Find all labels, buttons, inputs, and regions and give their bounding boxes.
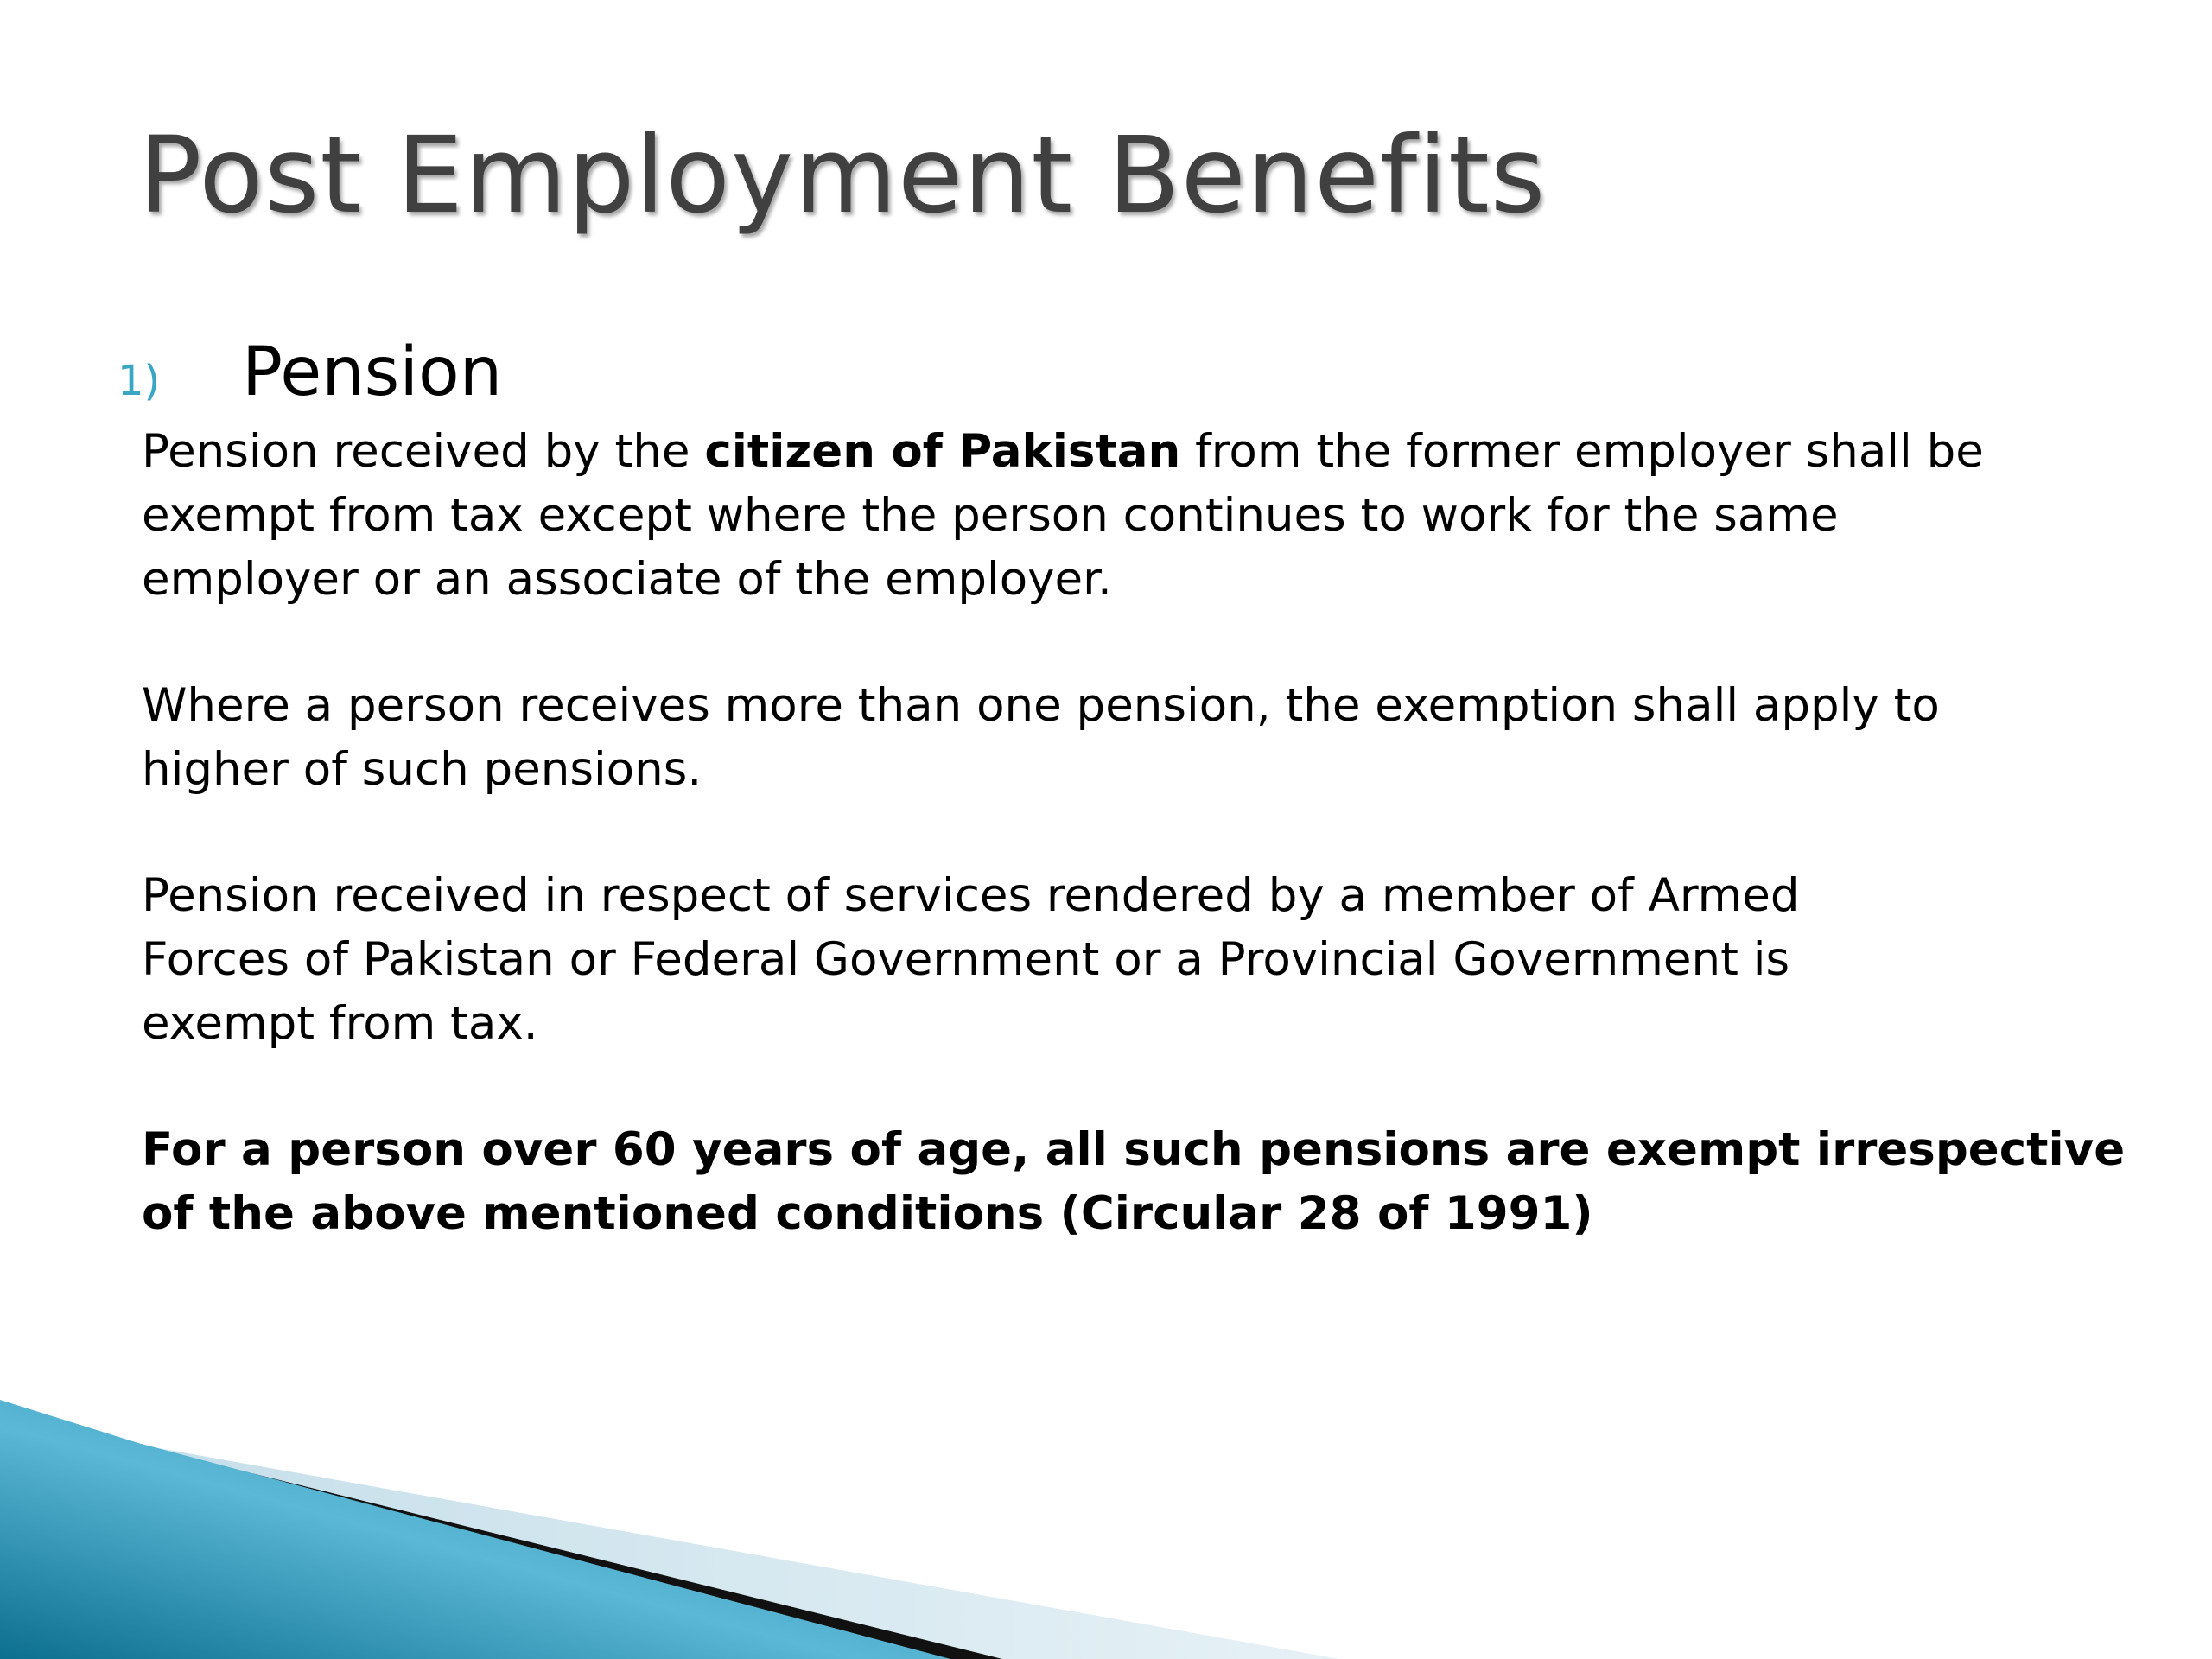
- teal-wedge-shape: [0, 1400, 950, 1659]
- black-band-shape: [130, 1443, 1002, 1659]
- paragraph-line: Where a person receives more than one pension, the exemption shall apply to: [142, 679, 1940, 732]
- numbered-heading: [118, 325, 502, 420]
- text-span: from the former employer shall be: [1180, 425, 1984, 478]
- light-band-shape: [130, 1443, 1339, 1659]
- paragraph-age-exemption: [142, 1118, 2129, 1246]
- bold-text: citizen of Pakistan: [704, 425, 1181, 478]
- slide-body: [142, 420, 2129, 1308]
- paragraph-multiple-pensions: [142, 674, 2129, 802]
- paragraph-armed-forces: [142, 864, 2129, 1056]
- paragraph-line: employer or an associate of the employer.: [142, 553, 1112, 606]
- text-span: Pension received by the: [142, 425, 705, 478]
- slide-title: Post Employment Benefits: [138, 114, 1547, 237]
- paragraph-line: exempt from tax.: [142, 997, 538, 1050]
- paragraph-line: higher of such pensions.: [142, 743, 702, 796]
- paragraph-line: exempt from tax except where the person continues to work for the same: [142, 489, 1839, 542]
- paragraph-line: Forces of Pakistan or Federal Government or a Provincial Government is: [142, 933, 1790, 986]
- note-line: of the above mentioned conditions (Circular 28 of 1991): [142, 1187, 1593, 1240]
- section-heading: Pension: [242, 334, 503, 411]
- note-line: For a person over 60 years of age, all such pensions are exempt irrespective: [142, 1123, 2126, 1176]
- list-number: 1): [118, 357, 161, 405]
- paragraph-line: [142, 420, 2129, 484]
- paragraph-line: Pension received in respect of services rendered by a member of Armed: [142, 869, 1800, 922]
- paragraph-citizen-pension: [142, 420, 2129, 612]
